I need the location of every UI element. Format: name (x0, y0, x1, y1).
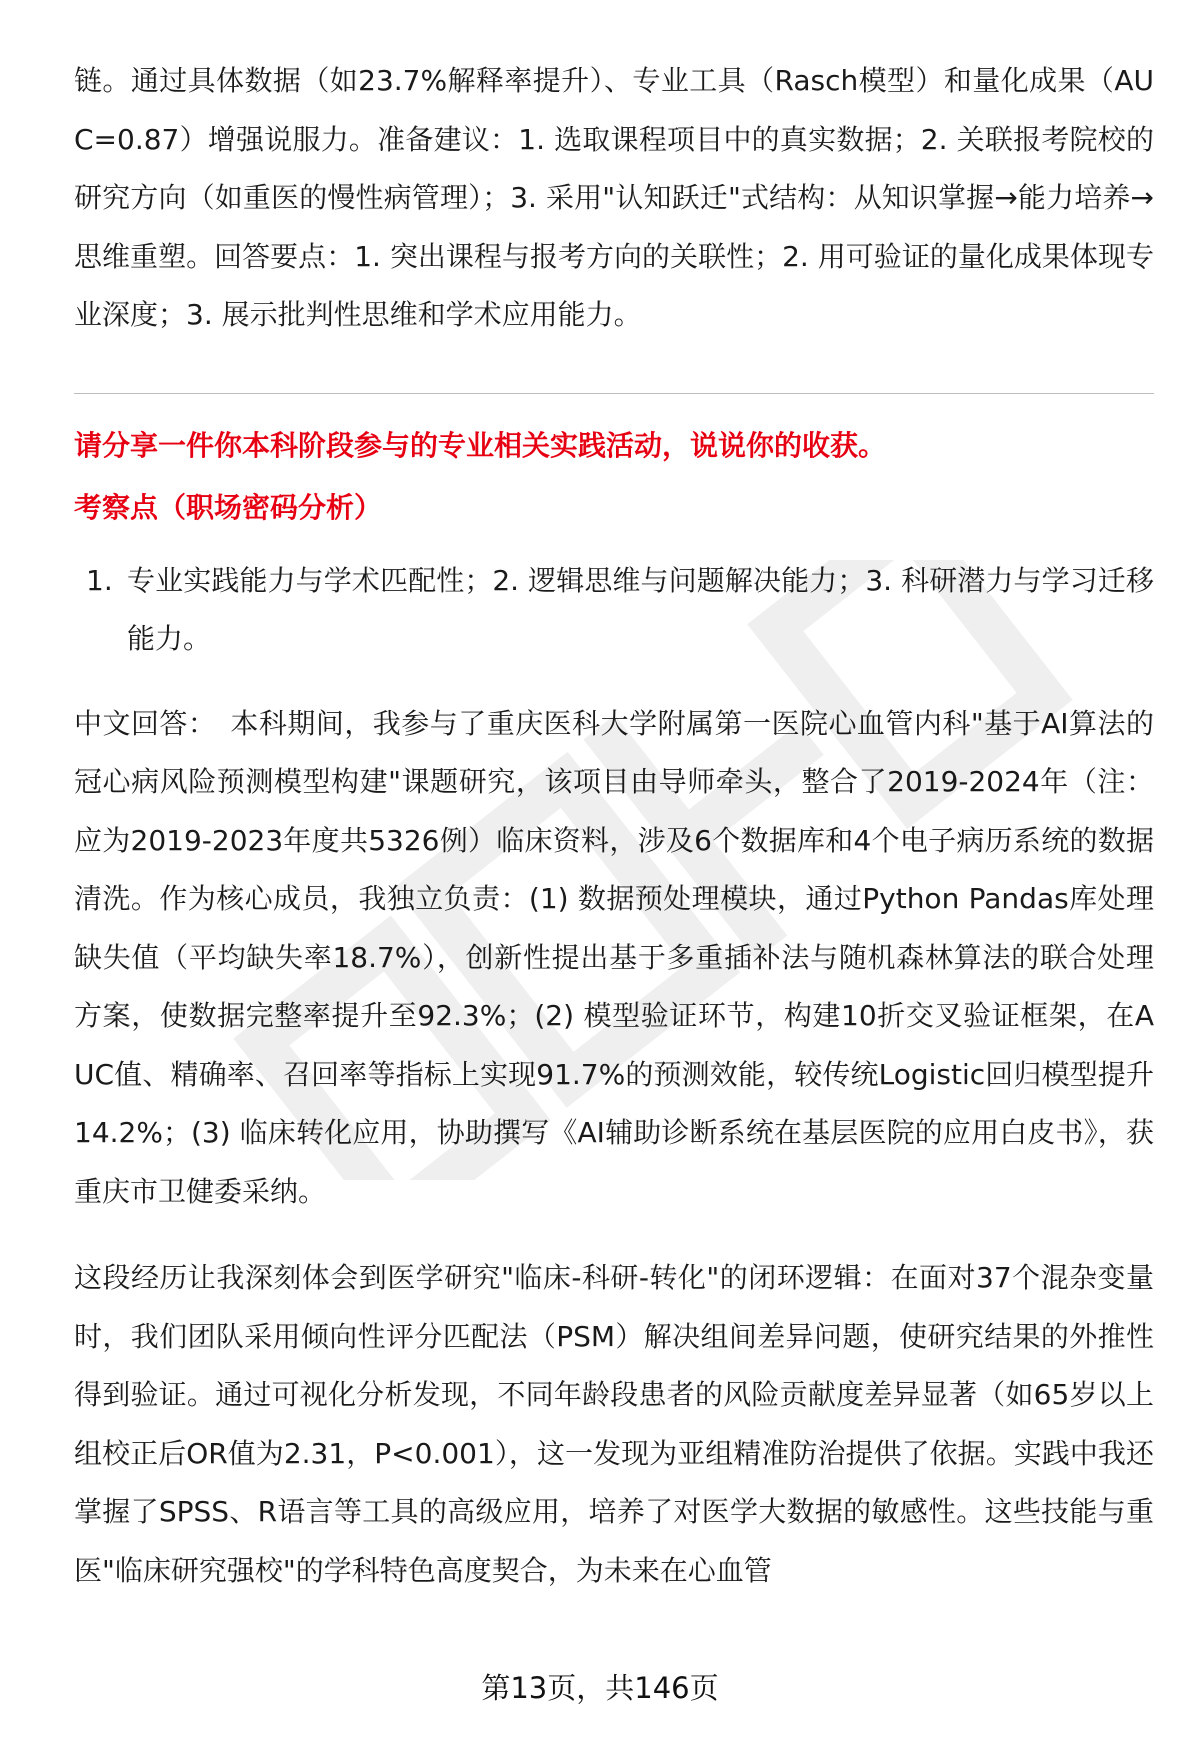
answer-text-1: 本科期间，我参与了重庆医科大学附属第一医院心血管内科"基于AI算法的冠心病风险预测模型构建"课题研究，该项目由导师牵头，整合了2019-2024年（注：应为2019-2023年度共5326例）临床资料，涉及6个数据库和4个电子病历系统的数据清洗。作为核心成员，我独立负责：(1) 数据预处理模块，通过Python Pandas库处理缺失值（平均缺失率18.7%），创新性提出基于多重插补法与随机森林算法的联合处理方案，使数据完整率提升至92.3%；(2) 模型验证环节，构建10折交叉验证框架，在AUC值、精确率、召回率等指标上实现91.7%的预测效能，较传统Logistic回归模型提升14.2%；(3) 临床转化应用，协助撰写《AI辅助诊断系统在基层医院的应用白皮书》，获重庆市卫健委采纳。 (74, 706, 1154, 1208)
page-footer: 第13页，共146页 (481, 1671, 719, 1705)
intro-paragraph: 链。通过具体数据（如23.7%解释率提升）、专业工具（Rasch模型）和量化成果（AUC=0.87）增强说服力。准备建议：1. 选取课程项目中的真实数据；2. 关联报考院校的研究方向（如重医的慢性病管理）；3. 采用"认知跃迁"式结构：从知识掌握→能力培养→思维重塑。回答要点：1. 突出课程与报考方向的关联性；2. 用可验证的量化成果体现专业深度；3. 展示批判性思维和学术应用能力。 (74, 64, 1154, 331)
key-points-text: 专业实践能力与学术匹配性；2. 逻辑思维与问题解决能力；3. 科研潜力与学习迁移能力。 (127, 563, 1154, 655)
list-number: 1. (86, 563, 113, 597)
question-heading: 请分享一件你本科阶段参与的专业相关实践活动，说说你的收获。 (74, 428, 887, 462)
answer-label: 中文回答： (74, 706, 217, 740)
key-points-list-item (74, 552, 1154, 669)
answer-paragraph-1 (74, 695, 1154, 1222)
answer-paragraph-2: 这段经历让我深刻体会到医学研究"临床-科研-转化"的闭环逻辑：在面对37个混杂变量时，我们团队采用倾向性评分匹配法（PSM）解决组间差异问题，使研究结果的外推性得到验证。通过可视化分析发现，不同年龄段患者的风险贡献度差异显著（如65岁以上组校正后OR值为2.31，P<0.001），这一发现为亚组精准防治提供了依据。实践中我还掌握了SPSS、R语言等工具的高级应用，培养了对医学大数据的敏感性。这些技能与重医"临床研究强校"的学科特色高度契合，为未来在心血管 (74, 1261, 1154, 1587)
section-divider (74, 393, 1154, 394)
key-points-heading: 考察点（职场密码分析） (74, 490, 383, 524)
document-body (74, 52, 1154, 1600)
